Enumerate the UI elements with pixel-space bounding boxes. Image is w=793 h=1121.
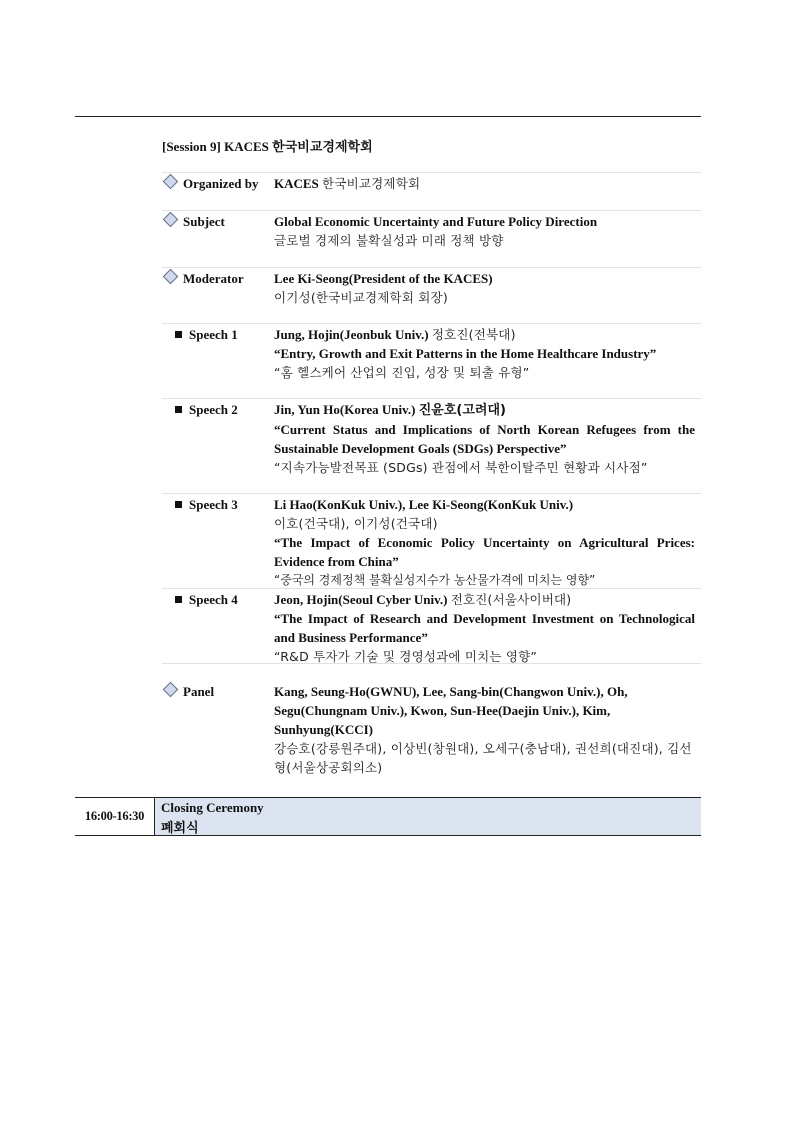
square-bullet-icon — [175, 406, 182, 413]
top-rule — [75, 116, 701, 117]
speech-3-speaker-ko: 이호(건국대), 이기성(건국대) — [274, 516, 438, 531]
organized-by-row — [162, 172, 701, 211]
subject-en: Global Economic Uncertainty and Future Policy Direction — [274, 214, 598, 229]
speech-2-content — [274, 400, 695, 477]
moderator-en: Lee Ki-Seong(President of the KACES) — [274, 271, 493, 286]
speech-1-label: Speech 1 — [175, 327, 238, 343]
closing-time: 16:00-16:30 — [75, 798, 155, 835]
organized-by-value-en: KACES — [274, 176, 319, 191]
speech-3-label: Speech 3 — [175, 497, 238, 513]
diamond-bullet-icon — [163, 269, 179, 285]
speech-1-title-ko: “홈 헬스케어 산업의 진입, 성장 및 퇴출 유형” — [274, 365, 530, 380]
panel-row — [162, 663, 701, 784]
panel-en: Kang, Seung-Ho(GWNU), Lee, Sang-bin(Changwon Univ.), Oh, Segu(Chungnam Univ.), Kwon, Sun-Hee(Daejin Univ.), Kim, Sunhyung(KCCI) — [274, 684, 628, 737]
speech-4-speaker-en: Jeon, Hojin(Seoul Cyber Univ.) — [274, 592, 448, 607]
closing-title-en: Closing Ceremony — [161, 800, 264, 815]
moderator-content — [274, 269, 695, 307]
speech-2-label: Speech 2 — [175, 402, 238, 418]
speech-4-content — [274, 590, 695, 666]
subject-label: Subject — [162, 214, 225, 230]
closing-title-ko: 폐회식 — [161, 821, 199, 836]
panel-label: Panel — [162, 684, 214, 700]
panel-ko: 강승호(강릉원주대), 이상빈(창원대), 오세구(충남대), 권선희(대진대), 김선형(서울상공회의소) — [274, 741, 692, 775]
speech-4-title-ko: “R&D 투자가 기술 및 경영성과에 미치는 영향” — [274, 649, 538, 664]
square-bullet-icon — [175, 596, 182, 603]
diamond-bullet-icon — [163, 174, 179, 190]
speech-2-speaker-en: Jin, Yun Ho(Korea Univ.) — [274, 402, 416, 417]
speech-4-title-en: “The Impact of Research and Development Investment on Technological and Business Performance” — [274, 611, 695, 645]
session-title-en: [Session 9] KACES — [162, 139, 269, 154]
speech-3-row — [162, 493, 701, 589]
square-bullet-icon — [175, 331, 182, 338]
speech-2-row — [162, 398, 701, 494]
speech-1-content — [274, 325, 695, 382]
speech-1-row — [162, 323, 701, 399]
diamond-bullet-icon — [163, 682, 179, 698]
speech-2-title-ko: “지속가능발전목표 (SDGs) 관점에서 북한이탈주민 현황과 시사점” — [274, 460, 648, 475]
square-bullet-icon — [175, 501, 182, 508]
speech-2-speaker-ko: 진윤호(고려대) — [418, 403, 506, 418]
subject-row — [162, 210, 701, 268]
speech-3-content — [274, 495, 695, 590]
speech-3-title-ko: “중국의 경제정책 불확실성지수가 농산물가격에 미치는 영향” — [274, 573, 596, 587]
moderator-ko: 이기성(한국비교경제학회 회장) — [274, 290, 448, 305]
speech-3-title-en: “The Impact of Economic Policy Uncertainty on Agricultural Prices: Evidence from China” — [274, 535, 695, 569]
panel-content — [274, 682, 695, 777]
organized-by-content — [274, 174, 695, 193]
diamond-bullet-icon — [163, 212, 179, 228]
speech-4-label: Speech 4 — [175, 592, 238, 608]
closing-desc — [155, 798, 701, 835]
speech-2-title-en: “Current Status and Implications of North Korean Refugees from the Sustainable Development Goals (SDGs) Perspective” — [274, 422, 695, 456]
speech-4-row — [162, 588, 701, 664]
session-title-ko: 한국비교경제학회 — [272, 140, 373, 155]
moderator-row — [162, 267, 701, 324]
subject-ko: 글로벌 경제의 불확실성과 미래 정책 방향 — [274, 233, 504, 248]
speech-4-speaker-ko: 전호진(서울사이버대) — [450, 592, 572, 607]
speech-1-speaker-en: Jung, Hojin(Jeonbuk Univ.) — [274, 327, 429, 342]
speech-1-title-en: “Entry, Growth and Exit Patterns in the Home Healthcare Industry” — [274, 346, 657, 361]
session-title — [162, 136, 373, 155]
speech-1-speaker-ko: 정호진(전북대) — [431, 327, 516, 342]
organized-by-value-ko: 한국비교경제학회 — [322, 176, 421, 191]
moderator-label: Moderator — [162, 271, 244, 287]
closing-ceremony-row — [75, 797, 701, 836]
speech-3-speaker-en: Li Hao(KonKuk Univ.), Lee Ki-Seong(KonKuk Univ.) — [274, 497, 574, 512]
organized-by-label: Organized by — [162, 176, 258, 192]
subject-content — [274, 212, 695, 250]
